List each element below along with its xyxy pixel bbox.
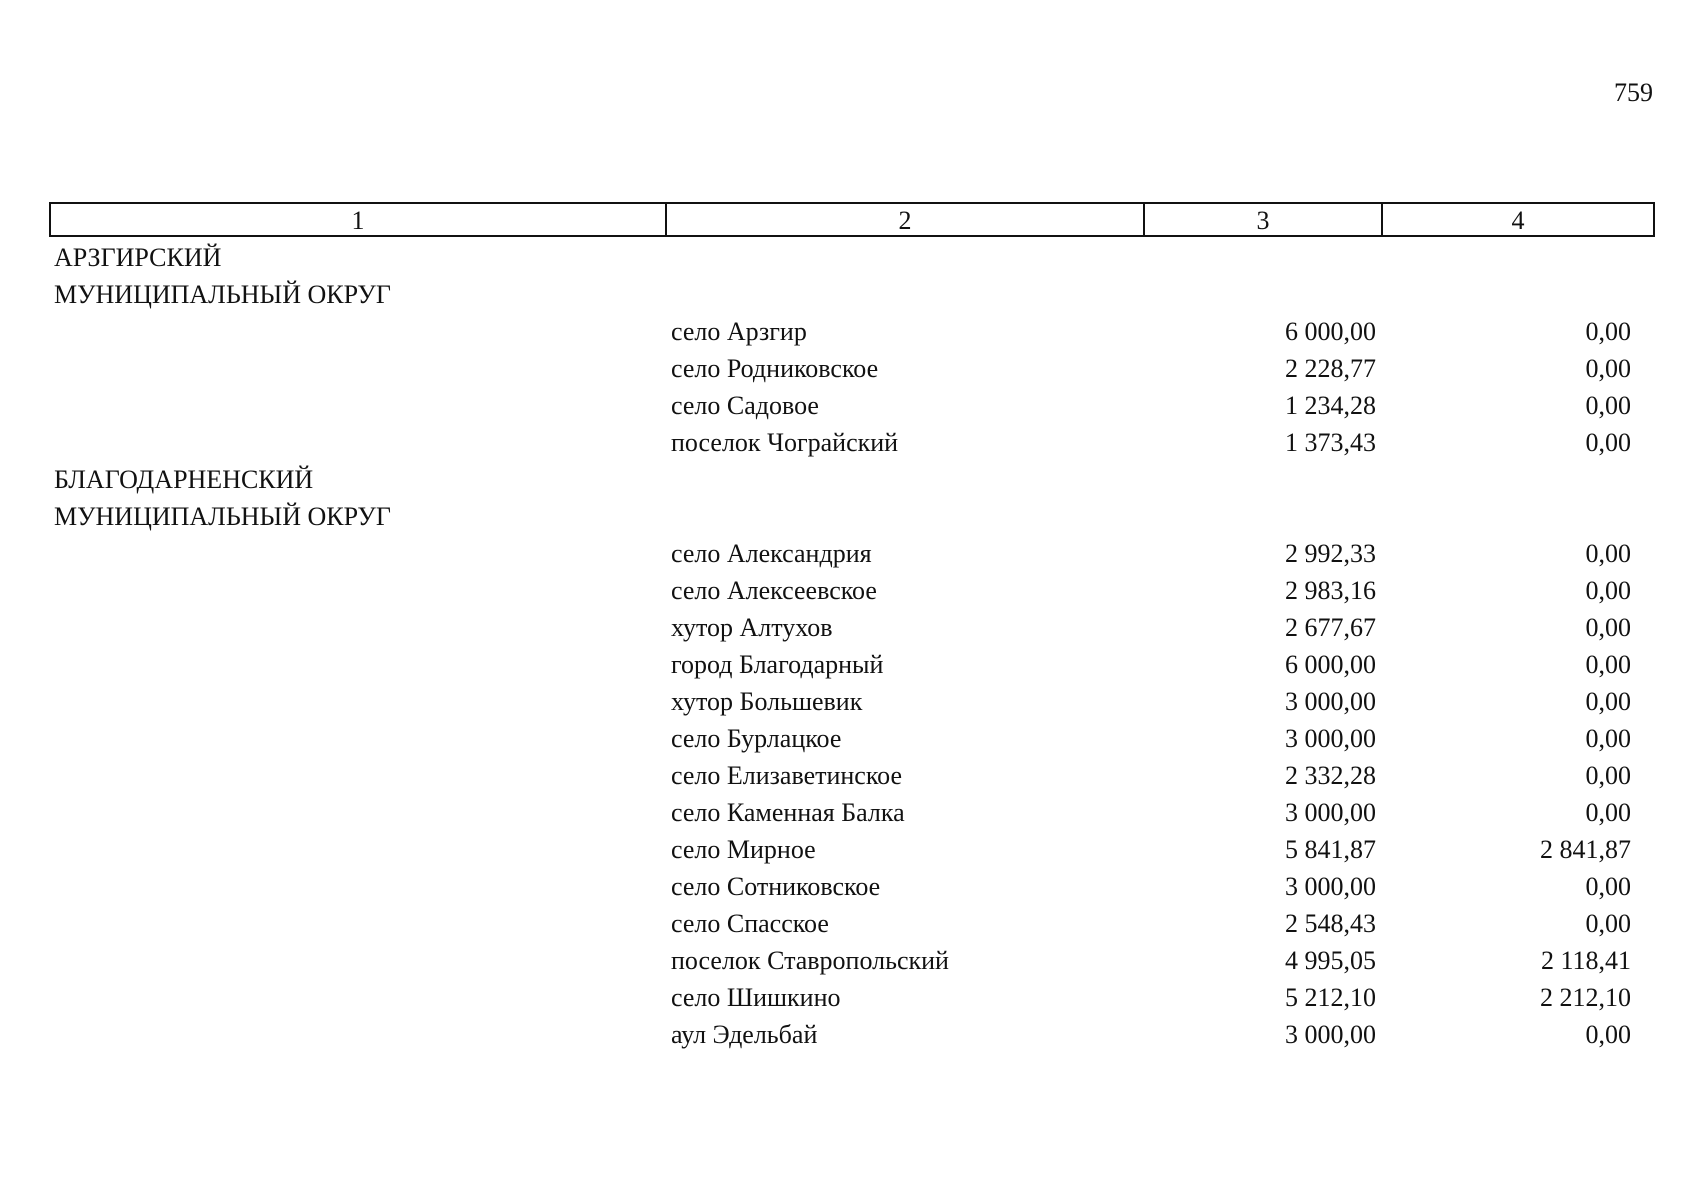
table-body [49,239,1653,1053]
settlement-name: аул Эдельбай [671,1019,818,1049]
table-row [49,535,1653,572]
value-column-4: 2 841,87 [1540,834,1631,864]
settlement-name: поселок Чограйский [671,427,899,457]
district-block [49,239,1653,461]
value-column-3: 4 995,05 [1285,945,1376,975]
value-column-3: 3 000,00 [1285,1019,1376,1049]
table-row [49,942,1653,979]
settlement-name: село Шишкино [671,982,841,1012]
settlement-name: село Елизаветинское [671,760,903,790]
column-header-table [49,202,1655,237]
value-column-3: 3 000,00 [1285,797,1376,827]
table-row [49,424,1653,461]
page-number: 759 [1614,78,1653,107]
value-column-3: 3 000,00 [1285,871,1376,901]
column-header-2: 2 [666,203,1144,236]
value-column-3: 2 677,67 [1285,612,1376,642]
table-row [49,831,1653,868]
settlement-name: село Алексеевское [671,575,877,605]
column-header-4: 4 [1382,203,1654,236]
value-column-3: 2 983,16 [1285,575,1376,605]
value-column-3: 3 000,00 [1285,686,1376,716]
value-column-4: 2 118,41 [1540,945,1631,975]
table-row [49,387,1653,424]
table-row [49,683,1653,720]
table-row [49,868,1653,905]
settlement-name: село Арзгир [671,316,807,346]
table-row [49,609,1653,646]
value-column-4: 0,00 [1585,390,1631,420]
settlement-name: село Мирное [671,834,816,864]
settlement-name: село Александрия [671,538,872,568]
value-column-3: 1 373,43 [1285,427,1376,457]
settlement-name: город Благодарный [671,649,884,679]
value-column-4: 0,00 [1585,760,1631,790]
table-row [49,757,1653,794]
table-row [49,979,1653,1016]
settlement-name: хутор Большевик [671,686,863,716]
value-column-4: 0,00 [1585,649,1631,679]
district-name: БЛАГОДАРНЕНСКИЙ [54,465,314,494]
value-column-3: 2 548,43 [1285,908,1376,938]
table-row [49,794,1653,831]
value-column-3: 1 234,28 [1285,390,1376,420]
table-row [49,720,1653,757]
district-block [49,461,1653,1053]
value-column-3: 2 332,28 [1285,760,1376,790]
settlement-name: село Бурлацкое [671,723,842,753]
district-name: АРЗГИРСКИЙ [54,243,222,272]
value-column-4: 0,00 [1585,908,1631,938]
value-column-3: 3 000,00 [1285,723,1376,753]
value-column-3: 5 212,10 [1285,982,1376,1012]
value-column-4: 0,00 [1585,723,1631,753]
table-row [49,1016,1653,1053]
value-column-4: 0,00 [1585,427,1631,457]
table-row [49,646,1653,683]
value-column-4: 0,00 [1585,575,1631,605]
value-column-3: 6 000,00 [1285,316,1376,346]
value-column-4: 0,00 [1585,316,1631,346]
settlement-name: село Сотниковское [671,871,881,901]
value-column-4: 0,00 [1585,612,1631,642]
settlement-name: хутор Алтухов [671,612,833,642]
settlement-name: село Садовое [671,390,819,420]
settlement-name: село Спасское [671,908,829,938]
table-row [49,905,1653,942]
value-column-4: 0,00 [1585,1019,1631,1049]
table-row [49,572,1653,609]
district-name: МУНИЦИПАЛЬНЫЙ ОКРУГ [54,280,391,309]
value-column-3: 5 841,87 [1285,834,1376,864]
district-name: МУНИЦИПАЛЬНЫЙ ОКРУГ [54,502,391,531]
column-header-3: 3 [1144,203,1382,236]
value-column-4: 0,00 [1585,538,1631,568]
value-column-4: 0,00 [1585,797,1631,827]
column-header-row [50,203,1654,236]
value-column-3: 2 228,77 [1285,353,1376,383]
table-row [49,313,1653,350]
table-row [49,350,1653,387]
value-column-3: 6 000,00 [1285,649,1376,679]
settlement-name: село Родниковское [671,353,879,383]
value-column-4: 2 212,10 [1540,982,1631,1012]
value-column-4: 0,00 [1585,686,1631,716]
value-column-4: 0,00 [1585,871,1631,901]
value-column-4: 0,00 [1585,353,1631,383]
value-column-3: 2 992,33 [1285,538,1376,568]
settlement-name: поселок Ставропольский [671,945,949,975]
settlement-name: село Каменная Балка [671,797,905,827]
column-header-1: 1 [50,203,666,236]
